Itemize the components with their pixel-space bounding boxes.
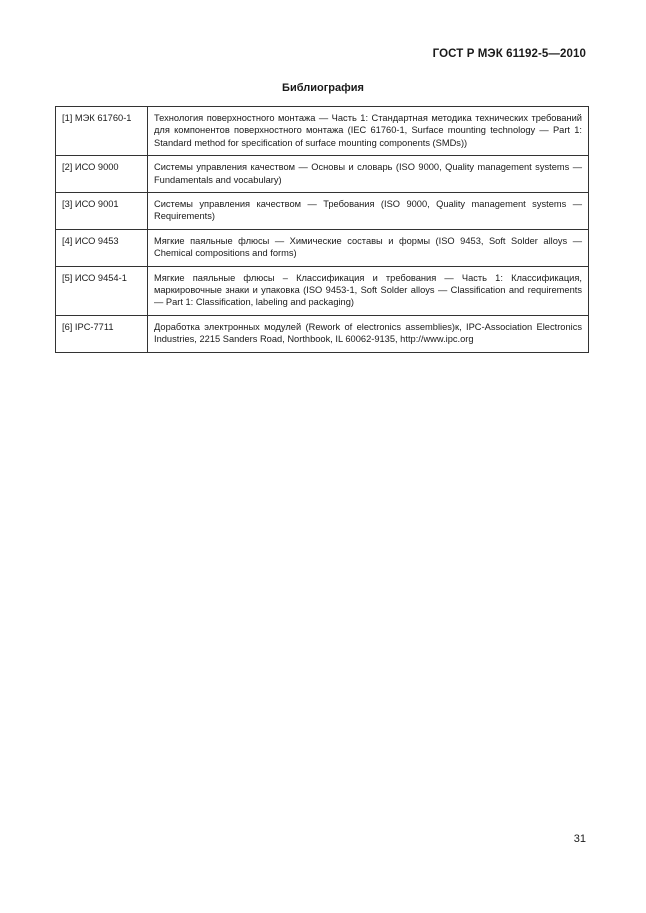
page-number: 31 xyxy=(573,833,586,845)
bibliography-title: Библиография xyxy=(282,82,364,94)
standard-designation: ГОСТ Р МЭК 61192-5—2010 xyxy=(432,48,586,60)
bibliography-row xyxy=(56,193,589,230)
reference-id: [5] ИСО 9454-1 xyxy=(56,266,148,315)
bibliography-row xyxy=(56,107,589,156)
bibliography-row xyxy=(56,266,589,315)
bibliography-row xyxy=(56,229,589,266)
reference-id: [3] ИСО 9001 xyxy=(56,193,148,230)
reference-id: [1] МЭК 61760-1 xyxy=(56,107,148,156)
bibliography-table xyxy=(55,106,589,353)
reference-id: [6] IPC-7711 xyxy=(56,315,148,352)
reference-description: Мягкие паяльные флюсы – Классификация и требования — Часть 1: Классификация, маркировочные знаки и упаковка (ISO 9453-1, Soft Solder alloys — Classification and requirements — Part 1: Classification, labeling and packaging) xyxy=(148,266,589,315)
reference-id: [2] ИСО 9000 xyxy=(56,156,148,193)
reference-description: Технология поверхностного монтажа — Часть 1: Стандартная методика технических требований для компонентов поверхностного монтажа (IEC 61760-1, Surface mounting technology — Part 1: Standard method for specification of surface mounting components (SMDs)) xyxy=(148,107,589,156)
reference-description: Доработка электронных модулей (Rework of electronics assemblies)к, IPC-Association Electronics Industries, 2215 Sanders Road, Northbook, IL 60062-9135, http://www.ipc.org xyxy=(148,315,589,352)
reference-description: Мягкие паяльные флюсы — Химические составы и формы (ISO 9453, Soft Solder alloys — Chemical compositions and forms) xyxy=(148,229,589,266)
reference-id: [4] ИСО 9453 xyxy=(56,229,148,266)
reference-description: Системы управления качеством — Требования (ISO 9000, Quality management systems — Requirements) xyxy=(148,193,589,230)
reference-description: Системы управления качеством — Основы и словарь (ISO 9000, Quality management systems — Fundamentals and vocabulary) xyxy=(148,156,589,193)
bibliography-row xyxy=(56,315,589,352)
bibliography-row xyxy=(56,156,589,193)
